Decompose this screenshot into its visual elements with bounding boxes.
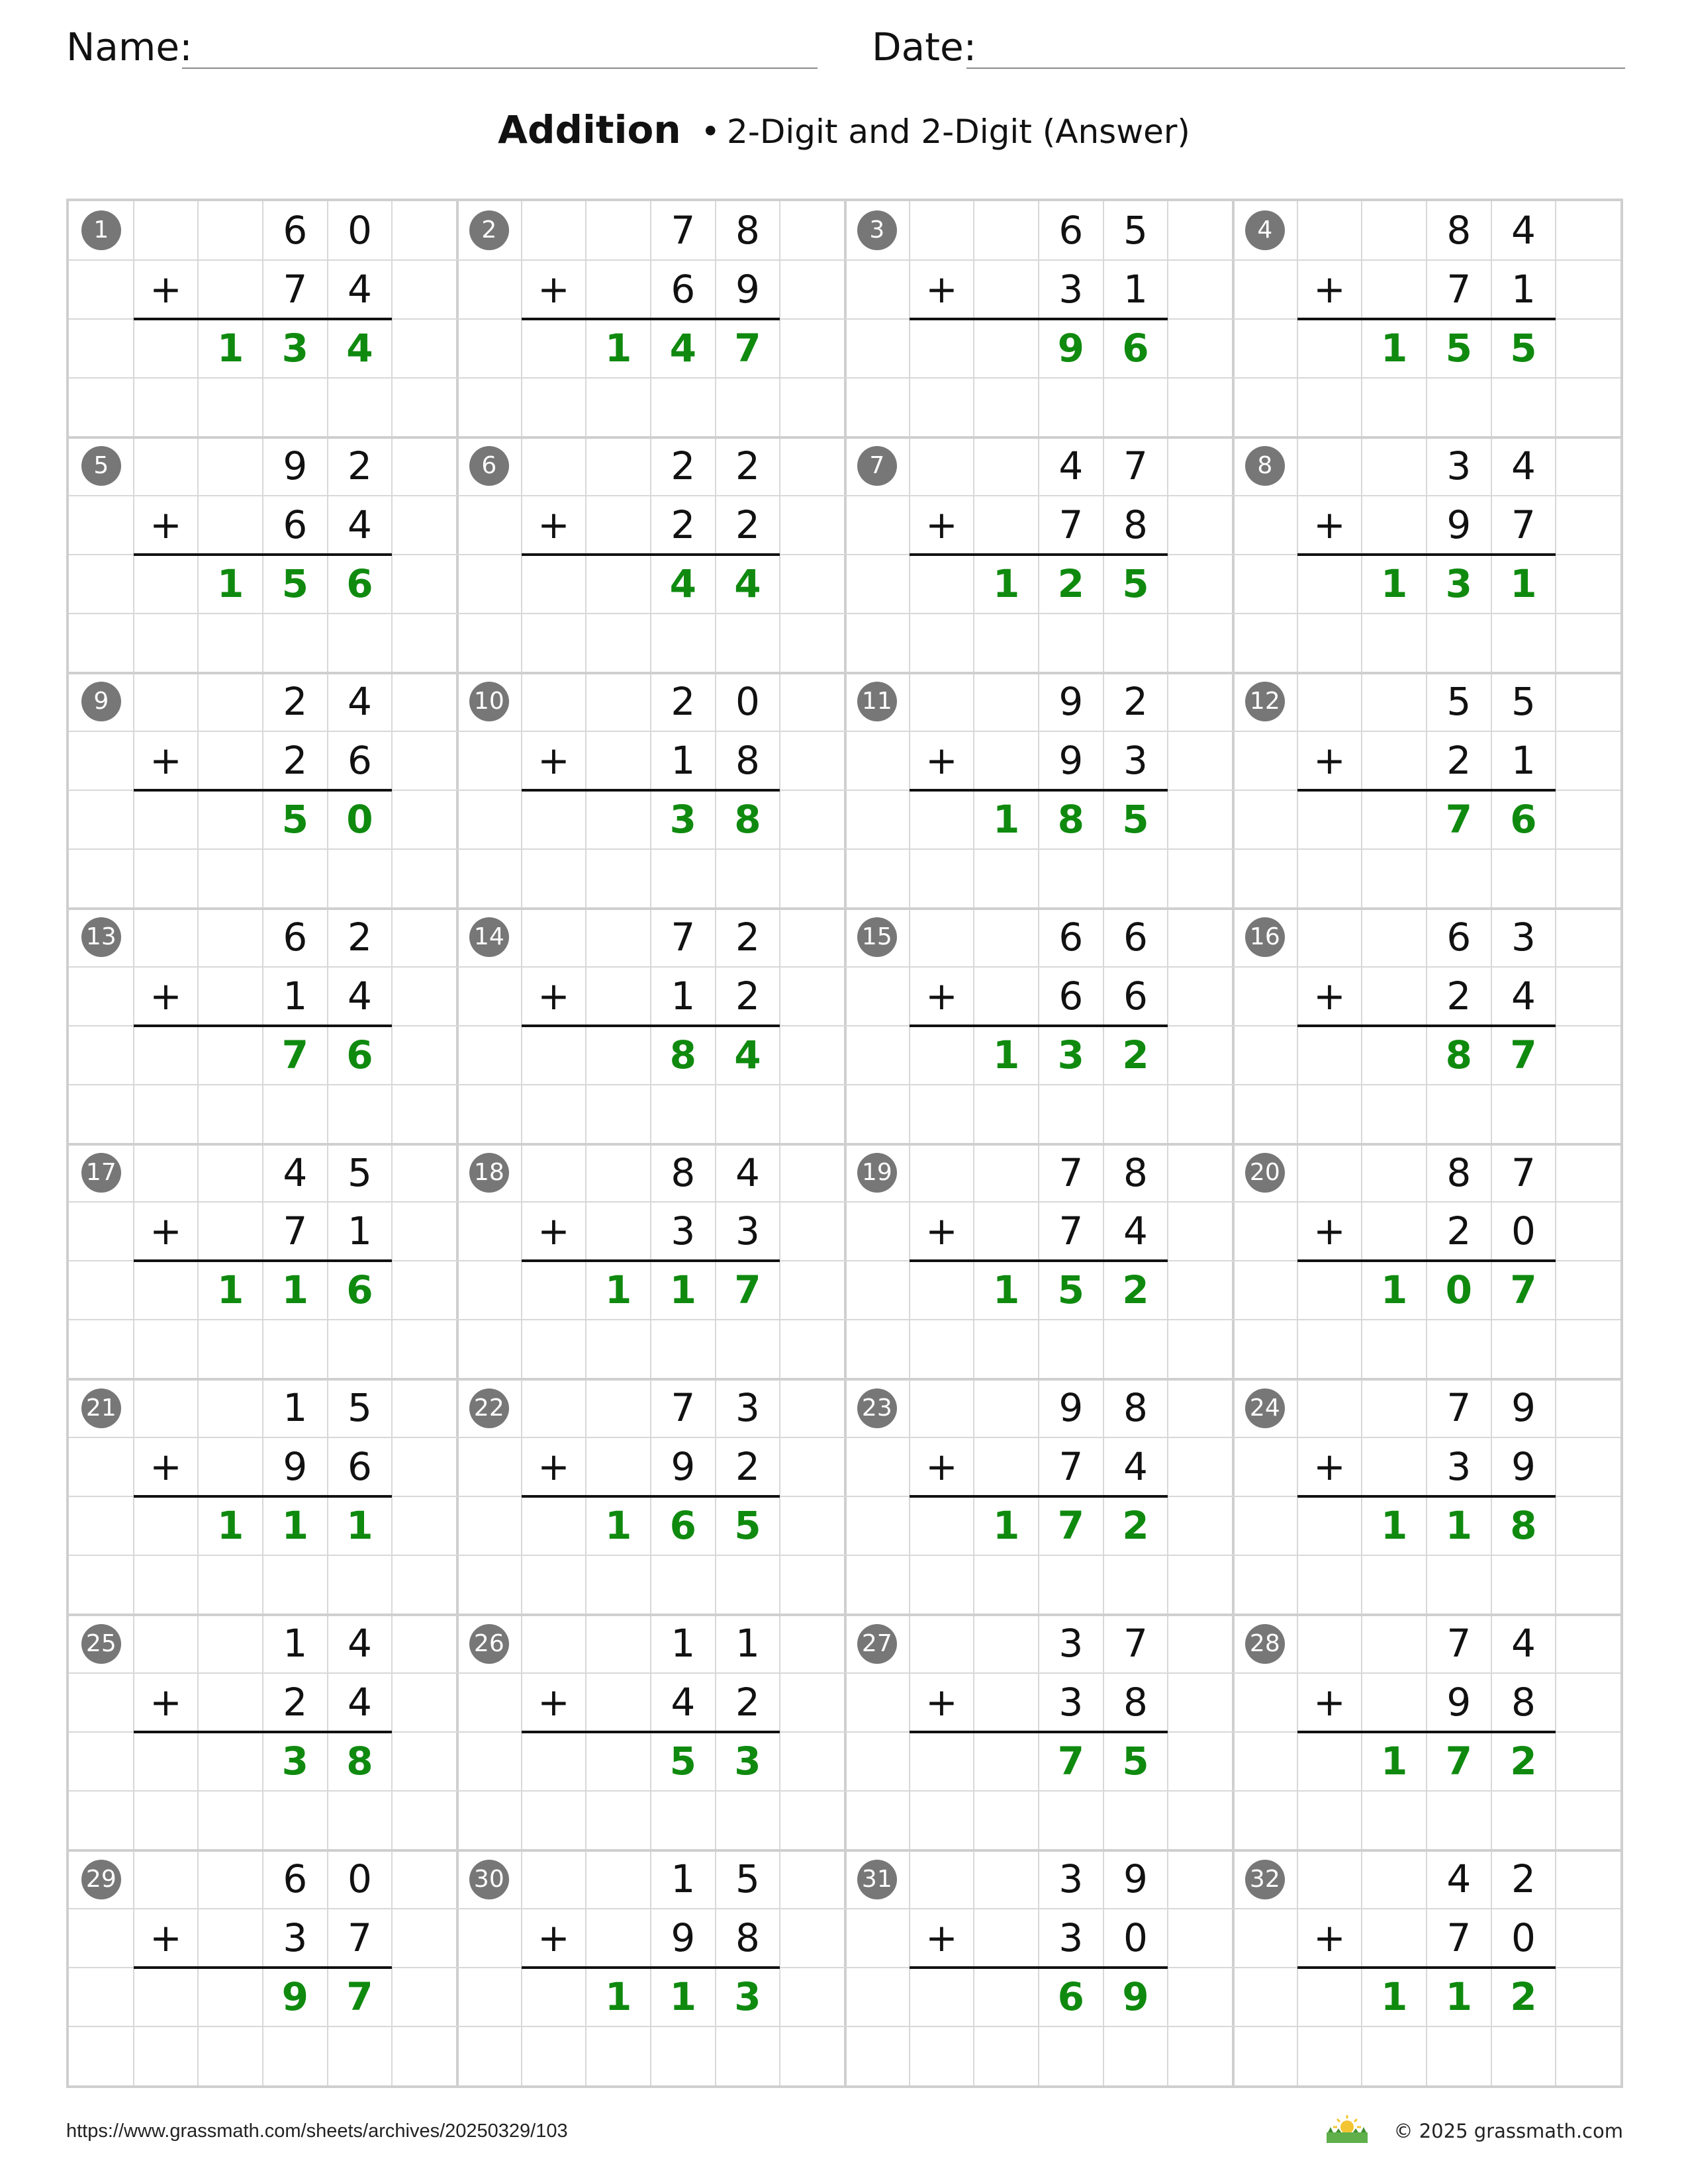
addend-bottom-digit: 6 [348,737,372,783]
addend-top-digit: 8 [1123,1385,1148,1431]
addend-bottom-digit: 2 [1446,1208,1472,1254]
answer-digit: 5 [1445,325,1472,371]
addend-bottom-digit: 2 [1446,973,1472,1019]
problem-number-badge: 2 [469,210,509,250]
addend-bottom-digit: 9 [283,1444,308,1490]
addend-bottom-digit: 1 [1511,266,1536,312]
addend-bottom-digit: 0 [1511,1208,1536,1254]
answer-digit: 5 [1057,1267,1084,1313]
addend-top-digit: 2 [1511,1856,1536,1902]
addend-top-digit: 2 [735,914,760,960]
date-label: Date: [872,24,977,69]
addend-bottom-digit: 2 [735,502,760,547]
answer-digit: 6 [346,1032,373,1077]
addend-bottom-digit: 8 [735,1915,760,1961]
plus-sign: + [925,737,958,783]
addend-top-digit: 5 [1511,678,1536,724]
addend-top-digit: 3 [1058,1621,1084,1666]
addend-top-digit: 8 [1123,1150,1148,1195]
addend-top-digit: 6 [1058,208,1084,253]
name-label: Name: [66,24,193,69]
addend-bottom-digit: 3 [283,1915,308,1961]
addend-top-digit: 9 [1058,1385,1084,1431]
answer-digit: 6 [1510,796,1537,842]
answer-digit: 7 [1510,1267,1537,1313]
addend-bottom-digit: 9 [1511,1444,1536,1490]
answer-digit: 1 [1445,1503,1472,1549]
problem-number-badge: 18 [469,1153,509,1193]
answer-digit: 3 [669,796,696,842]
addend-top-digit: 8 [1446,1150,1472,1195]
answer-digit: 3 [734,1739,761,1784]
addend-bottom-digit: 4 [1511,973,1536,1019]
addend-top-digit: 2 [348,914,372,960]
addend-top-digit: 7 [1123,443,1148,488]
addend-bottom-digit: 3 [735,1208,760,1254]
plus-sign: + [150,1915,182,1961]
addend-bottom-digit: 7 [283,266,308,312]
answer-digit: 8 [1510,1503,1537,1549]
addend-top-digit: 7 [671,208,696,253]
answer-digit: 1 [1380,1974,1408,2020]
addend-bottom-digit: 1 [671,973,696,1019]
answer-digit: 1 [604,1974,632,2020]
plus-sign: + [1313,1208,1346,1254]
answer-digit: 9 [281,1974,308,2020]
answer-digit: 7 [1510,1032,1537,1077]
answer-digit: 1 [216,1267,244,1313]
problem-number-badge: 10 [469,682,509,721]
answer-digit: 1 [992,1503,1020,1549]
addend-top-digit: 6 [283,208,308,253]
addend-top-digit: 5 [1123,208,1148,253]
addend-top-digit: 7 [1123,1621,1148,1666]
plus-sign: + [925,1444,958,1490]
answer-digit: 2 [1510,1739,1537,1784]
answer-digit: 0 [346,796,373,842]
addend-top-digit: 4 [348,678,372,724]
addend-bottom-digit: 7 [1446,266,1472,312]
addend-bottom-digit: 4 [348,973,372,1019]
addend-top-digit: 5 [1446,678,1472,724]
title-main: Addition [498,107,681,152]
answer-digit: 8 [1057,796,1084,842]
grass-sun-logo-icon [1324,2113,1370,2144]
plus-sign: + [925,1208,958,1254]
addend-bottom-digit: 4 [1123,1444,1148,1490]
plus-sign: + [150,1208,182,1254]
addend-top-digit: 1 [671,1621,696,1666]
problem-number-badge: 20 [1245,1153,1285,1193]
addend-top-digit: 7 [671,914,696,960]
problem-number-badge: 4 [1245,210,1285,250]
answer-digit: 1 [1380,1739,1408,1784]
plus-sign: + [538,1444,570,1490]
addend-bottom-digit: 7 [283,1208,308,1254]
addend-top-digit: 7 [1446,1385,1472,1431]
addend-bottom-digit: 6 [348,1444,372,1490]
answer-digit: 5 [1122,1739,1149,1784]
answer-digit: 1 [992,1267,1020,1313]
answer-digit: 7 [1445,1739,1472,1784]
addend-bottom-digit: 6 [283,502,308,547]
addend-top-digit: 8 [735,208,760,253]
plus-sign: + [925,1915,958,1961]
answer-digit: 6 [1057,1974,1084,2020]
addend-top-digit: 5 [735,1856,760,1902]
addend-top-digit: 4 [283,1150,308,1195]
addend-bottom-digit: 7 [1058,1444,1084,1490]
answer-digit: 1 [604,325,632,371]
plus-sign: + [150,1680,182,1725]
problem-number-badge: 8 [1245,446,1285,486]
answer-digit: 3 [281,1739,308,1784]
problem-number-badge: 22 [469,1388,509,1428]
addend-bottom-digit: 9 [1446,502,1472,547]
addend-bottom-digit: 6 [1123,973,1148,1019]
plus-sign: + [538,1680,570,1725]
problem-number-badge: 32 [1245,1860,1285,1899]
addend-top-digit: 5 [348,1385,372,1431]
problem-number-badge: 27 [857,1624,897,1664]
plus-sign: + [538,1208,570,1254]
addend-top-digit: 0 [348,1856,372,1902]
addend-bottom-digit: 3 [671,1208,696,1254]
addend-top-digit: 1 [671,1856,696,1902]
addend-top-digit: 9 [1511,1385,1536,1431]
addend-top-digit: 6 [1446,914,1472,960]
addend-top-digit: 0 [348,208,372,253]
addend-bottom-digit: 9 [735,266,760,312]
answer-digit: 7 [346,1974,373,2020]
problem-number-badge: 31 [857,1860,897,1899]
addend-bottom-digit: 7 [1058,1208,1084,1254]
answer-digit: 1 [1380,561,1408,606]
answer-digit: 1 [669,1267,696,1313]
answer-digit: 2 [1122,1267,1149,1313]
answer-digit: 1 [1445,1974,1472,2020]
addend-top-digit: 4 [1511,443,1536,488]
answer-digit: 7 [281,1032,308,1077]
addend-top-digit: 4 [348,1621,372,1666]
answer-digit: 1 [1510,561,1537,606]
plus-sign: + [925,266,958,312]
plus-sign: + [1313,1444,1346,1490]
addend-top-digit: 9 [1123,1856,1148,1902]
addend-top-digit: 3 [735,1385,760,1431]
answer-digit: 4 [669,561,696,606]
addend-top-digit: 5 [348,1150,372,1195]
problem-number-badge: 26 [469,1624,509,1664]
plus-sign: + [1313,737,1346,783]
plus-sign: + [150,1444,182,1490]
answer-digit: 1 [992,796,1020,842]
answer-digit: 1 [1380,1503,1408,1549]
answer-digit: 2 [1057,561,1084,606]
addend-bottom-digit: 8 [1123,502,1148,547]
addend-top-digit: 4 [735,1150,760,1195]
addend-bottom-digit: 1 [283,973,308,1019]
addend-bottom-digit: 1 [671,737,696,783]
answer-digit: 9 [1057,325,1084,371]
plus-sign: + [150,973,182,1019]
addend-top-digit: 2 [671,443,696,488]
answer-digit: 1 [281,1267,308,1313]
addend-bottom-digit: 2 [283,1680,308,1725]
answer-digit: 3 [1057,1032,1084,1077]
addend-bottom-digit: 0 [1511,1915,1536,1961]
addend-top-digit: 9 [283,443,308,488]
addend-top-digit: 4 [1511,1621,1536,1666]
answer-digit: 0 [1445,1267,1472,1313]
answer-digit: 5 [281,561,308,606]
answer-digit: 5 [281,796,308,842]
answer-digit: 2 [1122,1032,1149,1077]
addend-top-digit: 6 [283,914,308,960]
problem-number-badge: 14 [469,917,509,957]
plus-sign: + [150,502,182,547]
answer-digit: 7 [734,1267,761,1313]
problem-number-badge: 23 [857,1388,897,1428]
plus-sign: + [538,737,570,783]
problem-number-badge: 28 [1245,1624,1285,1664]
answer-digit: 3 [281,325,308,371]
addend-top-digit: 1 [283,1385,308,1431]
answer-digit: 9 [1122,1974,1149,2020]
addend-bottom-digit: 4 [348,502,372,547]
addend-top-digit: 0 [735,678,760,724]
title-separator: • [700,113,721,151]
addend-bottom-digit: 2 [1446,737,1472,783]
addend-top-digit: 2 [348,443,372,488]
answer-digit: 1 [216,1503,244,1549]
problem-number-badge: 29 [81,1860,121,1899]
plus-sign: + [925,973,958,1019]
plus-sign: + [150,266,182,312]
addend-bottom-digit: 4 [348,1680,372,1725]
addend-top-digit: 8 [1446,208,1472,253]
addend-bottom-digit: 3 [1058,1915,1084,1961]
answer-digit: 3 [734,1974,761,2020]
problem-number-badge: 15 [857,917,897,957]
addend-top-digit: 7 [1058,1150,1084,1195]
plus-sign: + [538,973,570,1019]
plus-sign: + [925,1680,958,1725]
addend-bottom-digit: 8 [1511,1680,1536,1725]
answer-digit: 7 [734,325,761,371]
addend-top-digit: 2 [283,678,308,724]
addend-bottom-digit: 3 [1058,1680,1084,1725]
answer-digit: 5 [669,1739,696,1784]
problem-number-badge: 21 [81,1388,121,1428]
plus-sign: + [1313,973,1346,1019]
addend-bottom-digit: 2 [735,1680,760,1725]
answer-digit: 1 [604,1503,632,1549]
addend-top-digit: 7 [1511,1150,1536,1195]
addend-bottom-digit: 9 [671,1444,696,1490]
answer-digit: 8 [346,1739,373,1784]
addend-bottom-digit: 4 [348,266,372,312]
answer-digit: 6 [669,1503,696,1549]
footer-url[interactable]: https://www.grassmath.com/sheets/archives/20250329/103 [66,2120,568,2142]
plus-sign: + [150,737,182,783]
problem-number-badge: 7 [857,446,897,486]
addend-bottom-digit: 6 [1058,973,1084,1019]
plus-sign: + [1313,266,1346,312]
footer-copyright: © 2025 grassmath.com [1393,2120,1623,2142]
addend-bottom-digit: 9 [1058,737,1084,783]
answer-digit: 1 [1380,1267,1408,1313]
addend-top-digit: 1 [283,1621,308,1666]
problem-number-badge: 6 [469,446,509,486]
answer-digit: 7 [1057,1739,1084,1784]
addend-bottom-digit: 0 [1123,1915,1148,1961]
answer-digit: 5 [734,1503,761,1549]
addend-top-digit: 4 [1511,208,1536,253]
addend-bottom-digit: 7 [348,1915,372,1961]
problem-number-badge: 13 [81,917,121,957]
addend-bottom-digit: 1 [348,1208,372,1254]
answer-digit: 4 [669,325,696,371]
addend-bottom-digit: 6 [671,266,696,312]
addend-bottom-digit: 3 [1058,266,1084,312]
addend-bottom-digit: 2 [283,737,308,783]
plus-sign: + [1313,1915,1346,1961]
answer-digit: 1 [992,561,1020,606]
answer-digit: 8 [1445,1032,1472,1077]
answer-digit: 7 [1057,1503,1084,1549]
title-subtitle: 2-Digit and 2-Digit (Answer) [727,113,1190,151]
answer-digit: 4 [734,561,761,606]
answer-digit: 5 [1510,325,1537,371]
answer-digit: 7 [1445,796,1472,842]
answer-digit: 6 [1122,325,1149,371]
problem-number-badge: 3 [857,210,897,250]
addend-top-digit: 2 [1123,678,1148,724]
addend-bottom-digit: 9 [671,1915,696,1961]
answer-digit: 1 [216,561,244,606]
addend-top-digit: 3 [1058,1856,1084,1902]
addend-bottom-digit: 2 [735,1444,760,1490]
addend-bottom-digit: 8 [735,737,760,783]
answer-digit: 1 [281,1503,308,1549]
addend-top-digit: 9 [1058,678,1084,724]
problem-number-badge: 17 [81,1153,121,1193]
addend-top-digit: 2 [735,443,760,488]
addend-top-digit: 7 [671,1385,696,1431]
addend-bottom-digit: 3 [1446,1444,1472,1490]
answer-digit: 8 [734,796,761,842]
addend-top-digit: 7 [1446,1621,1472,1666]
plus-sign: + [1313,1680,1346,1725]
answer-digit: 1 [604,1267,632,1313]
answer-digit: 2 [1510,1974,1537,2020]
answer-digit: 1 [669,1974,696,2020]
problem-number-badge: 16 [1245,917,1285,957]
answer-digit: 6 [346,1267,373,1313]
problem-number-badge: 12 [1245,682,1285,721]
answer-digit: 3 [1445,561,1472,606]
addend-bottom-digit: 8 [1123,1680,1148,1725]
plus-sign: + [538,502,570,547]
addend-bottom-digit: 3 [1123,737,1148,783]
plus-sign: + [538,1915,570,1961]
problem-number-badge: 9 [81,682,121,721]
addend-top-digit: 6 [1123,914,1148,960]
answer-digit: 1 [992,1032,1020,1077]
addend-bottom-digit: 9 [1446,1680,1472,1725]
plus-sign: + [925,502,958,547]
addend-top-digit: 3 [1446,443,1472,488]
problem-grid [66,199,1623,2088]
addend-top-digit: 8 [671,1150,696,1195]
addend-top-digit: 4 [1446,1856,1472,1902]
answer-digit: 1 [216,325,244,371]
addend-bottom-digit: 7 [1446,1915,1472,1961]
problem-number-badge: 19 [857,1153,897,1193]
problem-number-badge: 5 [81,446,121,486]
addend-top-digit: 3 [1511,914,1536,960]
addend-top-digit: 1 [735,1621,760,1666]
addend-top-digit: 6 [1058,914,1084,960]
problem-number-badge: 11 [857,682,897,721]
addend-bottom-digit: 7 [1511,502,1536,547]
answer-digit: 1 [1380,325,1408,371]
addend-bottom-digit: 1 [1511,737,1536,783]
answer-digit: 4 [734,1032,761,1077]
answer-digit: 5 [1122,796,1149,842]
addend-bottom-digit: 4 [1123,1208,1148,1254]
problem-number-badge: 30 [469,1860,509,1899]
problem-number-badge: 24 [1245,1388,1285,1428]
answer-digit: 6 [346,561,373,606]
addend-bottom-digit: 7 [1058,502,1084,547]
plus-sign: + [538,266,570,312]
addend-top-digit: 2 [671,678,696,724]
date-field-line[interactable] [966,68,1625,69]
answer-digit: 5 [1122,561,1149,606]
worksheet-title [0,105,1688,157]
addend-bottom-digit: 1 [1123,266,1148,312]
addend-bottom-digit: 2 [671,502,696,547]
addend-bottom-digit: 2 [735,973,760,1019]
answer-digit: 2 [1122,1503,1149,1549]
answer-digit: 4 [346,325,373,371]
addend-top-digit: 4 [1058,443,1084,488]
plus-sign: + [1313,502,1346,547]
answer-digit: 1 [346,1503,373,1549]
addend-top-digit: 6 [283,1856,308,1902]
problem-number-badge: 25 [81,1624,121,1664]
problem-number-badge: 1 [81,210,121,250]
addend-bottom-digit: 4 [671,1680,696,1725]
answer-digit: 8 [669,1032,696,1077]
name-field-line[interactable] [182,68,818,69]
